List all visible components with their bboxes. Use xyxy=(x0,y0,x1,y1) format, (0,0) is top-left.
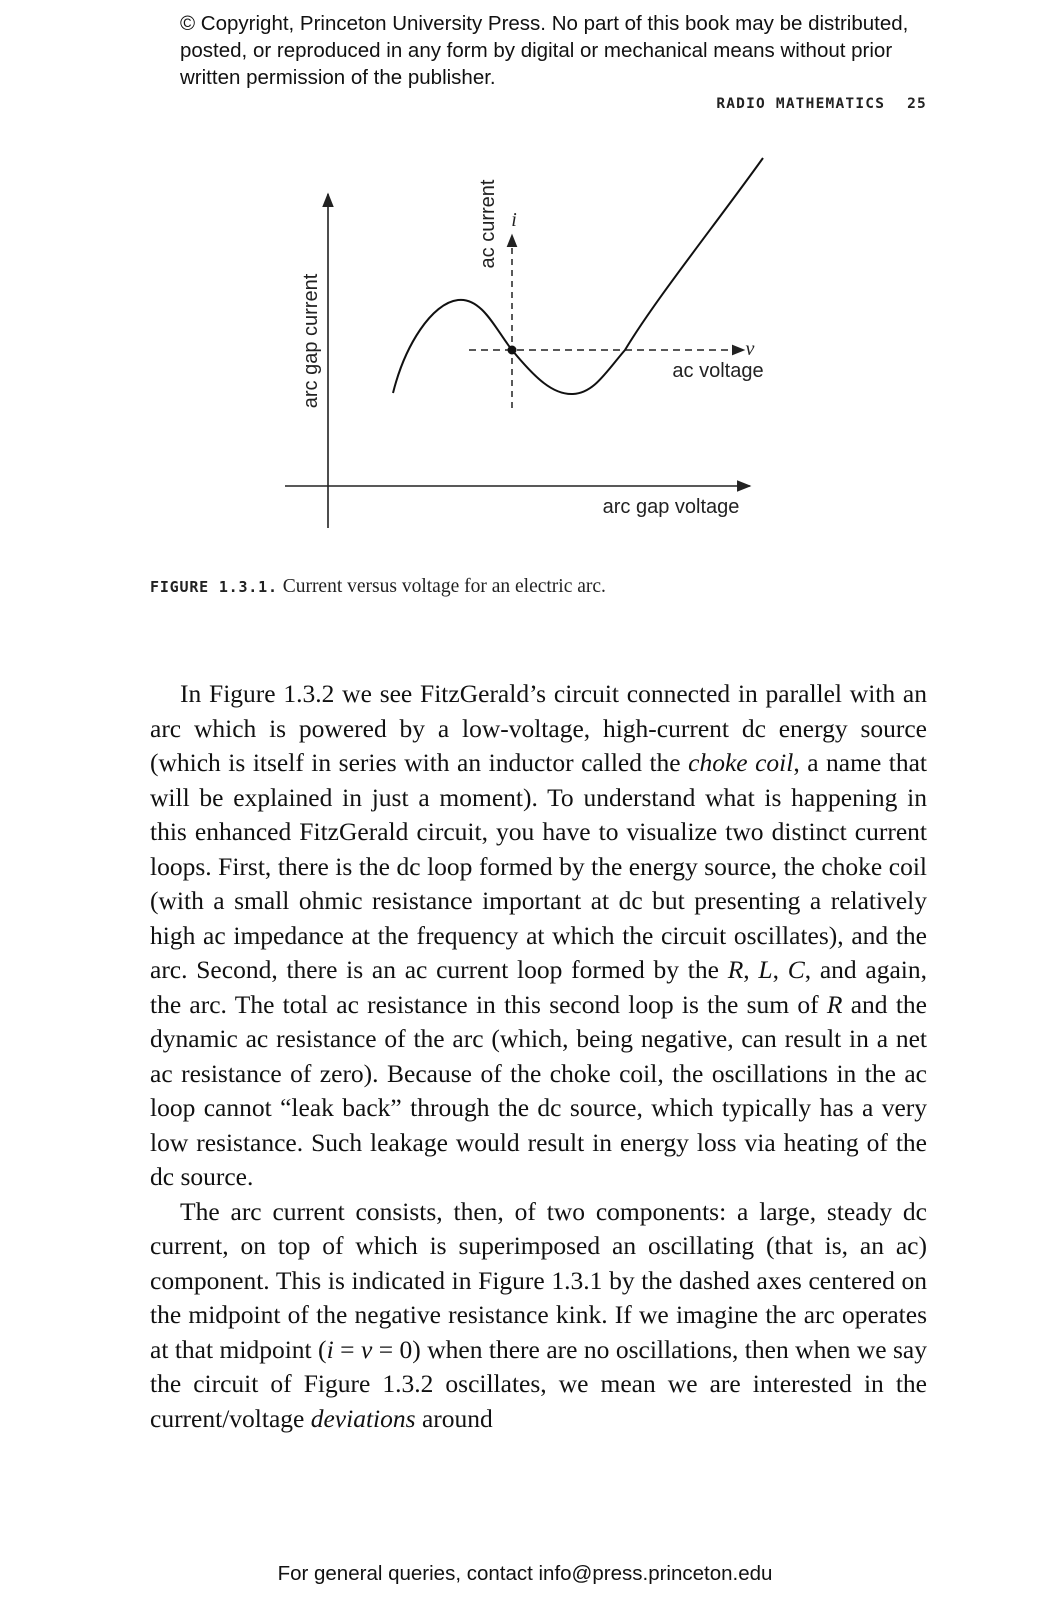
arc-iv-figure xyxy=(0,140,1050,540)
symbol-C: C xyxy=(787,955,805,984)
paragraph-1 xyxy=(150,677,927,1195)
paragraph-2-text-c: around xyxy=(415,1403,493,1433)
running-head xyxy=(600,96,927,112)
paragraph-2 xyxy=(150,1195,927,1437)
ac-voltage-label: ac voltage xyxy=(672,360,764,382)
figure-caption xyxy=(150,576,606,598)
emphasis-deviations: deviations xyxy=(310,1403,416,1433)
equals-2: = 0 xyxy=(372,1334,413,1364)
paragraph-2-text-b: ) when there are no oscillations, then when we say the circuit of Figure 1.3.2 oscillates, we mean we are interested in the current/voltage xyxy=(150,1334,927,1433)
symbol-v: v xyxy=(360,1334,373,1364)
figure-caption-label: FIGURE 1.3.1. xyxy=(150,578,278,596)
y-axis-label: arc gap current xyxy=(300,273,322,409)
i-symbol: i xyxy=(511,209,517,231)
arc-characteristic-curve xyxy=(393,158,763,394)
v-symbol: v xyxy=(745,338,755,360)
emphasis-choke-coil: choke coil xyxy=(688,748,794,777)
paragraph-1-comma-2: , xyxy=(772,955,788,984)
symbol-L: L xyxy=(758,955,773,984)
copyright-notice: © Copyright, Princeton University Press. No part of this book may be distributed, posted, or reproduced in any form by digital or mechanical means without prior written permission of the publisher. xyxy=(180,12,909,89)
paragraph-1-text-b: , a name that will be explained in just a moment). To understand what is happening in this enhanced FitzGerald circuit, you have to visualize two distinct current loops. First, there is the dc loop formed by the energy source, the choke coil (with a small ohmic resistance important at dc but presenting a relatively high ac impedance at the frequency at which the circuit oscillates), and the arc. Second, there is an ac current loop formed by the xyxy=(150,748,928,984)
ac-current-label: ac current xyxy=(477,179,499,269)
paragraph-2-text-a: The arc current consists, then, of two components: a large, steady dc current, on top of which is superimposed an oscillating (that is, an ac) component. This is indicated in Figure 1.3.1 by the dashed axes centered on the midpoint of the negative resistance kink. If we imagine the arc operates at that midpoint ( xyxy=(150,1196,927,1364)
x-axis-label: arc gap voltage xyxy=(602,496,740,518)
paragraph-1-text-d: and the dynamic ac resistance of the arc (which, being negative, can result in a net ac resistance of zero). Because of the choke coil, the oscillations in the ac loop cannot “leak back” through the dc source, which typically has a very low resistance. Such leakage would result in energy loss via heating of the dc source. xyxy=(150,989,927,1191)
symbol-R-2: R xyxy=(826,989,843,1019)
footer-contact: For general queries, contact info@press.princeton.edu xyxy=(277,1562,773,1585)
symbol-i: i xyxy=(326,1334,334,1364)
symbol-R: R xyxy=(727,955,744,984)
body-text xyxy=(150,677,927,1436)
paragraph-1-text-a: In Figure 1.3.2 we see FitzGerald’s circuit connected in parallel with an arc which is powered by a low-voltage, high-current dc energy source (which is itself in series with an inductor called the xyxy=(150,679,927,777)
page-number: 25 xyxy=(907,96,927,112)
figure-caption-text: Current versus voltage for an electric arc. xyxy=(282,576,606,597)
running-title: RADIO MATHEMATICS xyxy=(716,96,886,112)
equals-1: = xyxy=(333,1334,361,1364)
paragraph-1-comma-1: , xyxy=(743,955,759,984)
paragraph-1-text-c: , and again, the arc. The total ac resistance in this second loop is the sum of xyxy=(150,955,928,1019)
operating-point xyxy=(508,346,517,355)
